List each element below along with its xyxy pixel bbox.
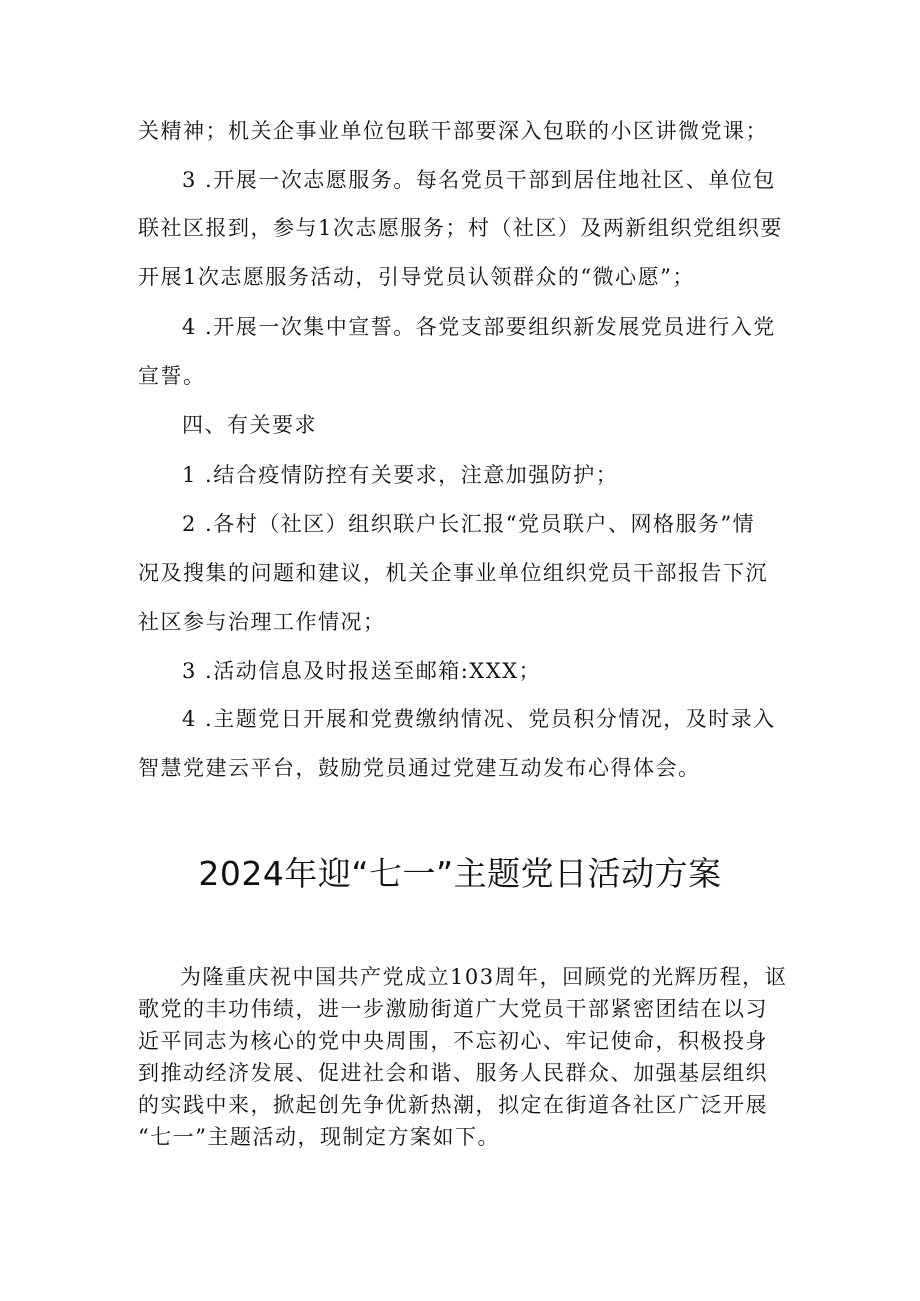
section-heading: 四、有关要求 [182,413,317,437]
paragraph-line: 3 .活动信息及时报送至邮箱:XXX； [182,659,542,683]
paragraph-line: 开展1次志愿服务活动，引导党员认领群众的“微心愿”； [138,265,695,289]
paragraph-line: 歌党的丰功伟绩，进一步激励街道广大党员干部紧密团结在以习 [138,997,768,1021]
paragraph-line: 况及搜集的问题和建议，机关企事业单位组织党员干部报告下沉 [138,561,768,585]
paragraph-line: 联社区报到，参与1次志愿服务；村（社区）及两新组织党组织要 [138,216,783,240]
paragraph-line: 2 .各村（社区）组织联户长汇报“党员联户、网格服务”情 [182,512,756,536]
paragraph-line: 为隆重庆祝中国共产党成立103周年，回顾党的光辉历程，讴 [180,965,788,989]
paragraph-line: 关精神；机关企事业单位包联干部要深入包联的小区讲微党课； [138,119,768,143]
paragraph-line: 到推动经济发展、促进社会和谐、服务人民群众、加强基层组织 [138,1061,768,1085]
paragraph-line: 4 .主题党日开展和党费缴纳情况、党员积分情况，及时录入 [182,707,776,731]
paragraph-line: “七一”主题活动，现制定方案如下。 [138,1125,500,1149]
paragraph-line: 宣誓。 [138,364,206,388]
paragraph-line: 智慧党建云平台，鼓励党员通过党建互动发布心得体会。 [138,756,701,780]
paragraph-line: 3 .开展一次志愿服务。每名党员干部到居住地社区、单位包 [182,168,776,192]
document-title: 2024年迎“七一”主题党日活动方案 [198,854,722,893]
paragraph-line: 的实践中来，掀起创先争优新热潮，拟定在街道各社区广泛开展 [138,1093,768,1117]
paragraph-line: 1 .结合疫情防控有关要求，注意加强防护； [182,463,619,487]
paragraph-line: 社区参与治理工作情况； [138,610,386,634]
paragraph-line: 4 .开展一次集中宣誓。各党支部要组织新发展党员进行入党 [182,315,776,339]
paragraph-line: 近平同志为核心的党中央周围，不忘初心、牢记使命，积极投身 [138,1029,768,1053]
